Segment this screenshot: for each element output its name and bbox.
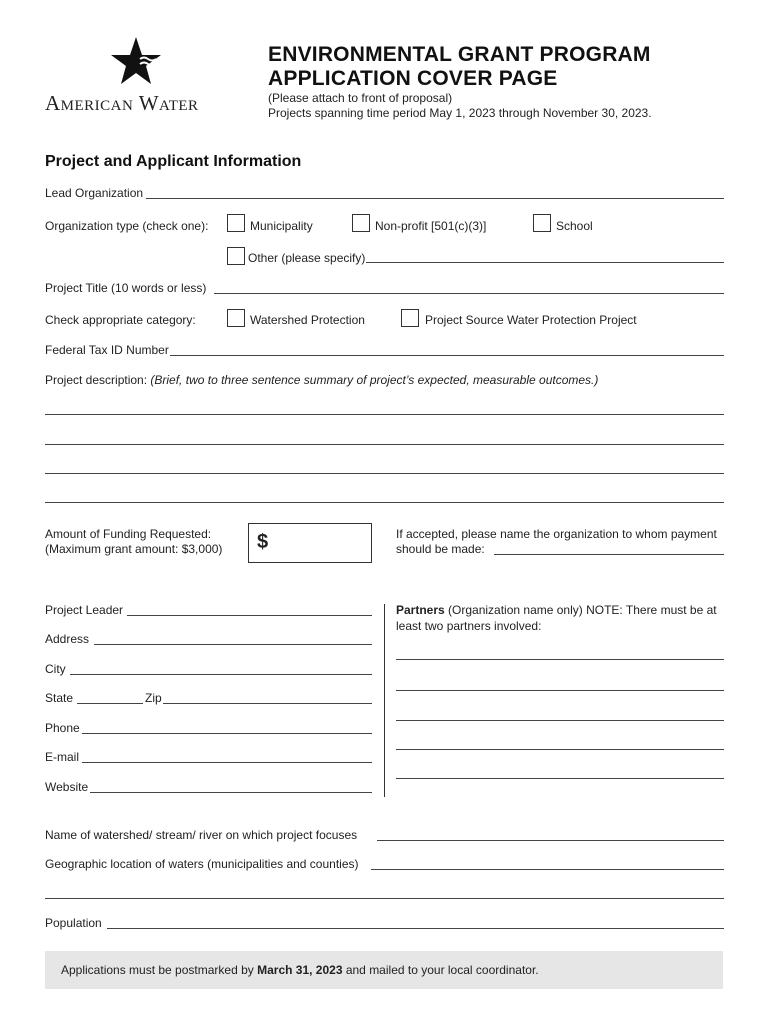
- partner-line-1[interactable]: [396, 659, 724, 660]
- address-label: Address: [45, 632, 90, 646]
- org-type-label: Organization type (check one):: [45, 219, 209, 233]
- description-line-1[interactable]: [45, 414, 724, 415]
- partner-line-5[interactable]: [396, 778, 724, 779]
- partner-line-2[interactable]: [396, 690, 724, 691]
- phone-label: Phone: [45, 721, 80, 735]
- state-label: State: [45, 691, 74, 705]
- footer-notice: [45, 951, 723, 989]
- population-label: Population: [45, 916, 102, 930]
- municipality-checkbox[interactable]: [227, 214, 245, 232]
- logo: [45, 35, 235, 115]
- section-title: Project and Applicant Information: [45, 153, 302, 170]
- dollar-sign: $: [257, 531, 269, 553]
- subtitle-line1: (Please attach to front of proposal): [268, 91, 453, 105]
- funding-label-line1: Amount of Funding Requested:: [45, 527, 212, 541]
- payee-field[interactable]: [494, 554, 724, 555]
- column-divider: [384, 604, 385, 797]
- watershed-checkbox[interactable]: [227, 309, 245, 327]
- tax-id-field[interactable]: [170, 355, 724, 356]
- nonprofit-checkbox[interactable]: [352, 214, 370, 232]
- form-title-line1: ENVIRONMENTAL GRANT PROGRAM: [268, 43, 651, 66]
- lead-org-field[interactable]: [146, 198, 724, 199]
- geo-location-field[interactable]: [371, 869, 724, 870]
- partners-label-line2: least two partners involved:: [396, 619, 542, 633]
- phone-field[interactable]: [82, 733, 372, 734]
- watershed-name-label: Name of watershed/ stream/ river on which project focuses: [45, 828, 358, 842]
- school-checkbox[interactable]: [533, 214, 551, 232]
- partners-label-rest: (Organization name only) NOTE: There must be at: [444, 603, 717, 617]
- website-field[interactable]: [90, 792, 372, 793]
- geo-location-label: Geographic location of waters (municipalities and counties): [45, 857, 359, 871]
- city-label: City: [45, 662, 66, 676]
- zip-label: Zip: [145, 691, 162, 705]
- description-label-text: Project description:: [45, 373, 148, 387]
- school-label: School: [556, 219, 593, 233]
- description-line-2[interactable]: [45, 444, 724, 445]
- description-label: [45, 373, 598, 387]
- website-label: Website: [45, 780, 89, 794]
- municipality-label: Municipality: [250, 219, 313, 233]
- geo-location-line-2[interactable]: [45, 898, 724, 899]
- lead-org-label: Lead Organization: [45, 186, 144, 200]
- payee-label-line2: should be made:: [396, 542, 485, 556]
- footer-pre: Applications must be postmarked by: [61, 963, 258, 977]
- project-title-label: Project Title (10 words or less): [45, 281, 207, 295]
- zip-field[interactable]: [163, 703, 372, 704]
- form-title-line2: APPLICATION COVER PAGE: [268, 67, 558, 90]
- star-wave-icon: [110, 35, 162, 87]
- description-line-4[interactable]: [45, 502, 724, 503]
- source-water-checkbox[interactable]: [401, 309, 419, 327]
- tax-id-label: Federal Tax ID Number: [45, 343, 169, 357]
- other-specify-field[interactable]: [366, 262, 724, 263]
- logo-text: American Water: [45, 91, 199, 115]
- footer-text: [61, 963, 539, 977]
- subtitle-line2: Projects spanning time period May 1, 2023 through November 30, 2023.: [268, 106, 652, 120]
- leader-label: Project Leader: [45, 603, 124, 617]
- payee-label-line1: If accepted, please name the organization to whom payment: [396, 527, 717, 541]
- leader-field[interactable]: [127, 615, 372, 616]
- category-label: Check appropriate category:: [45, 313, 196, 327]
- state-field[interactable]: [77, 703, 143, 704]
- footer-deadline: March 31, 2023: [257, 963, 343, 977]
- footer-post: and mailed to your local coordinator.: [342, 963, 539, 977]
- partner-line-3[interactable]: [396, 720, 724, 721]
- watershed-label: Watershed Protection: [250, 313, 365, 327]
- city-field[interactable]: [70, 674, 372, 675]
- watershed-name-field[interactable]: [377, 840, 724, 841]
- funding-label-line2: (Maximum grant amount: $3,000): [45, 542, 223, 556]
- nonprofit-label: Non-profit [501(c)(3)]: [375, 219, 487, 233]
- source-water-label: Project Source Water Protection Project: [425, 313, 637, 327]
- other-checkbox[interactable]: [227, 247, 245, 265]
- partner-line-4[interactable]: [396, 749, 724, 750]
- address-field[interactable]: [94, 644, 372, 645]
- email-field[interactable]: [82, 762, 372, 763]
- project-title-field[interactable]: [214, 293, 724, 294]
- partners-label-line1: [396, 603, 717, 617]
- other-label: Other (please specify): [248, 251, 366, 265]
- email-label: E-mail: [45, 750, 80, 764]
- description-line-3[interactable]: [45, 473, 724, 474]
- description-hint: (Brief, two to three sentence summary of project’s expected, measurable outcomes.): [150, 373, 599, 387]
- partners-label-bold: Partners: [396, 603, 445, 617]
- population-field[interactable]: [107, 928, 724, 929]
- funding-amount-input[interactable]: [248, 523, 372, 563]
